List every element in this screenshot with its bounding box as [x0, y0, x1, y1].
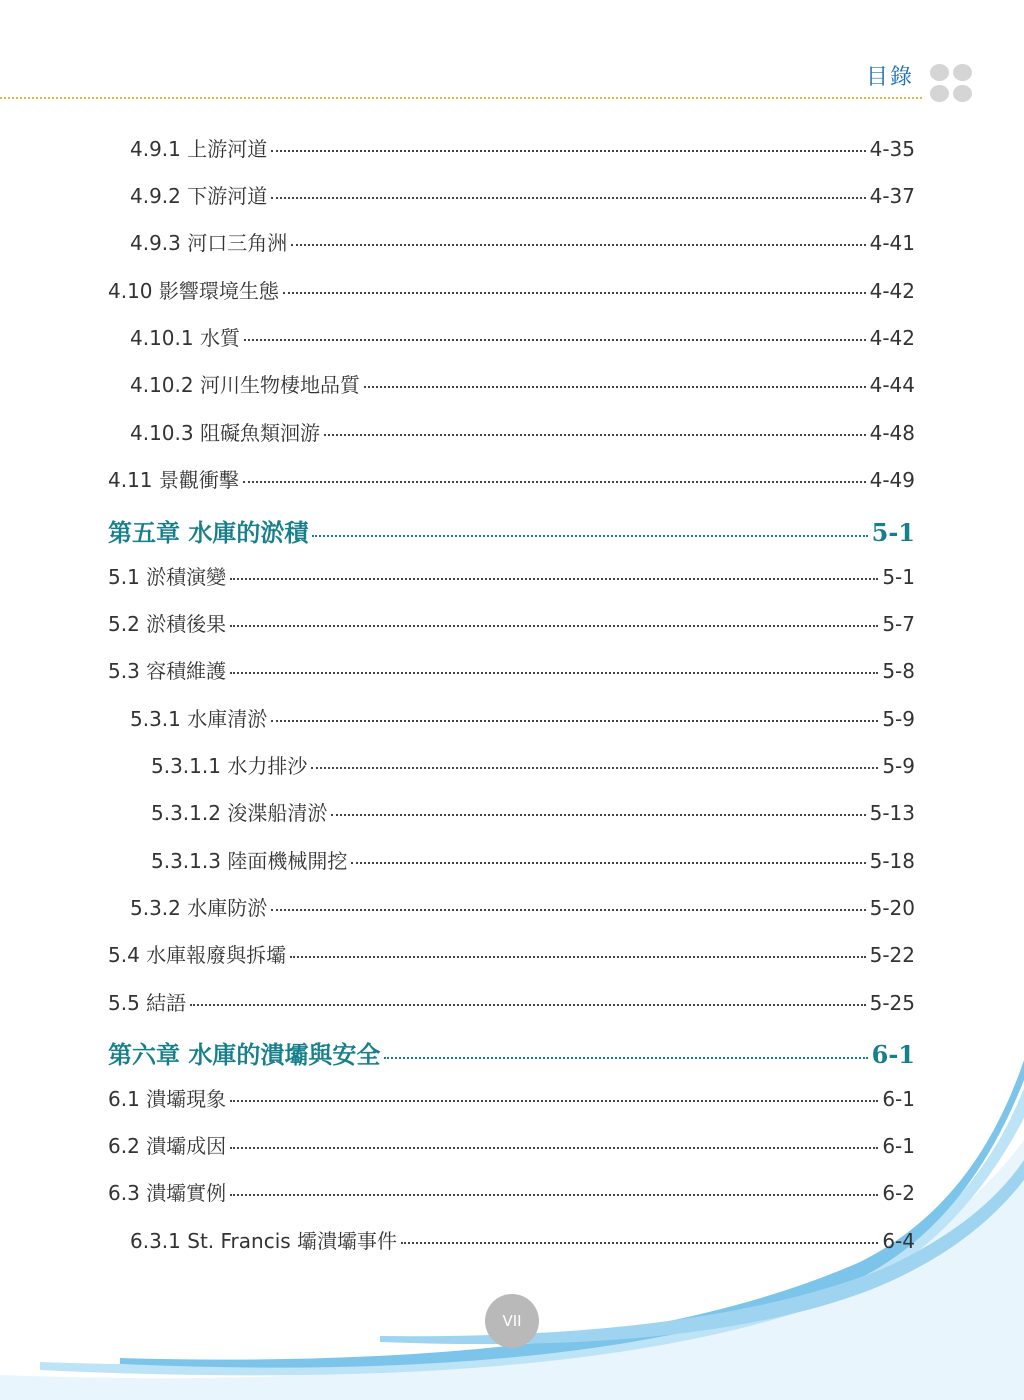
toc-entry-label: 4.10 影響環境生態	[108, 279, 279, 303]
chapter-heading-entry[interactable]	[108, 1035, 915, 1070]
toc-entry-page: 5-25	[869, 991, 915, 1015]
dot-leader	[230, 1194, 878, 1196]
header-title: 目錄	[865, 65, 914, 90]
toc-entry-label: 5.3.1.3 陸面機械開挖	[151, 849, 348, 873]
toc-entry[interactable]	[130, 227, 915, 256]
toc-entry[interactable]	[108, 1130, 915, 1159]
toc-entry-page: 6-1	[871, 1040, 915, 1069]
toc-entry-label: 5.3.1.1 水力排沙	[151, 754, 308, 778]
toc-entry-page: 5-18	[869, 849, 915, 873]
toc-entry-label: 6.3.1 St. Francis 壩潰壩事件	[130, 1229, 398, 1253]
dot-leader	[230, 672, 878, 674]
dot-leader	[331, 814, 865, 816]
toc-entry[interactable]	[108, 939, 915, 968]
toc-entry-label: 第五章 水庫的淤積	[108, 518, 309, 547]
toc-entry[interactable]	[130, 1225, 915, 1254]
toc-entry-label: 5.3.2 水庫防淤	[130, 896, 268, 920]
dot-leader	[230, 578, 878, 580]
dot-leader	[401, 1242, 878, 1244]
toc-entry-page: 4-44	[869, 373, 915, 397]
toc-entry[interactable]	[130, 417, 915, 446]
toc-entry-label: 5.4 水庫報廢與拆壩	[108, 943, 287, 967]
toc-entry[interactable]	[108, 464, 915, 493]
toc-entry-page: 4-37	[869, 184, 915, 208]
toc-entry[interactable]	[108, 1083, 915, 1112]
toc-entry-label: 5.1 淤積演變	[108, 565, 227, 589]
dot-leader	[291, 244, 865, 246]
toc-entry-page: 4-42	[869, 279, 915, 303]
toc-entry-label: 4.10.3 阻礙魚類洄游	[130, 421, 320, 445]
dot-leader	[384, 1057, 867, 1059]
toc-entry[interactable]	[130, 703, 915, 732]
toc-entry-page: 4-41	[869, 231, 915, 255]
toc-entry-page: 5-8	[882, 659, 915, 683]
toc-entry-page: 4-49	[869, 468, 915, 492]
toc-entry-page: 4-48	[869, 421, 915, 445]
dot-leader	[324, 434, 866, 436]
dot-leader	[271, 909, 865, 911]
toc-entry[interactable]	[130, 322, 915, 351]
toc-entry-label: 6.2 潰壩成因	[108, 1134, 227, 1158]
toc-entry-label: 5.5 結語	[108, 991, 187, 1015]
toc-entry[interactable]	[108, 608, 915, 637]
toc-entry-page: 5-1	[882, 565, 915, 589]
toc-entry-page: 6-1	[882, 1134, 915, 1158]
toc-entry-label: 4.9.1 上游河道	[130, 137, 268, 161]
dot-leader	[271, 150, 865, 152]
toc-entry-page: 5-1	[871, 518, 915, 547]
toc-entry-page: 4-42	[869, 326, 915, 350]
toc-entry[interactable]	[151, 797, 915, 826]
toc-entry-label: 4.10.2 河川生物棲地品質	[130, 373, 360, 397]
dot-leader	[230, 1147, 878, 1149]
toc-entry[interactable]	[130, 133, 915, 162]
toc-entry-page: 4-35	[869, 137, 915, 161]
toc-entry-label: 4.9.2 下游河道	[130, 184, 268, 208]
toc-entry-page: 6-4	[882, 1229, 915, 1253]
dot-leader	[271, 197, 865, 199]
toc-entry-label: 6.3 潰壩實例	[108, 1181, 227, 1205]
chapter-heading-entry[interactable]	[108, 513, 915, 548]
toc-entry-label: 第六章 水庫的潰壩與安全	[108, 1040, 381, 1069]
dot-leader	[230, 625, 878, 627]
toc-entry-label: 5.3.1 水庫清淤	[130, 707, 268, 731]
toc-entry-page: 5-9	[882, 754, 915, 778]
toc-entry-page: 6-2	[882, 1181, 915, 1205]
toc-entry[interactable]	[108, 987, 915, 1016]
toc-entry-label: 4.10.1 水質	[130, 326, 240, 350]
toc-entry-label: 5.3 容積維護	[108, 659, 227, 683]
toc-entry-page: 5-20	[869, 896, 915, 920]
toc-entry[interactable]	[130, 180, 915, 209]
toc-entry[interactable]	[151, 750, 915, 779]
toc-entry-page: 5-13	[869, 801, 915, 825]
toc-entry-label: 4.11 景觀衝擊	[108, 468, 239, 492]
dot-leader	[351, 862, 865, 864]
toc-entry-page: 5-9	[882, 707, 915, 731]
dot-leader	[290, 956, 865, 958]
toc-entry-label: 5.2 淤積後果	[108, 612, 227, 636]
dot-leader	[230, 1100, 878, 1102]
dot-leader	[244, 339, 866, 341]
dot-leader	[271, 720, 878, 722]
page-number-badge	[485, 1294, 539, 1348]
dot-leader	[364, 386, 866, 388]
toc-entry-label: 6.1 潰壩現象	[108, 1087, 227, 1111]
page-number: VII	[502, 1312, 522, 1330]
toc-entry-page: 5-22	[869, 943, 915, 967]
toc-entry[interactable]	[151, 845, 915, 874]
toc-entry[interactable]	[130, 892, 915, 921]
dot-leader	[311, 767, 878, 769]
toc-entry-label: 5.3.1.2 浚渫船清淤	[151, 801, 328, 825]
dot-leader	[190, 1004, 865, 1006]
dot-leader	[283, 292, 866, 294]
toc-entry-page: 5-7	[882, 612, 915, 636]
dot-leader	[243, 481, 866, 483]
toc-entry-page: 6-1	[882, 1087, 915, 1111]
toc-entry[interactable]	[108, 561, 915, 590]
dot-leader	[312, 535, 867, 537]
toc-entry[interactable]	[130, 369, 915, 398]
toc-entry[interactable]	[108, 655, 915, 684]
toc-entry[interactable]	[108, 275, 915, 304]
toc-entry[interactable]	[108, 1177, 915, 1206]
toc-entry-label: 4.9.3 河口三角洲	[130, 231, 288, 255]
